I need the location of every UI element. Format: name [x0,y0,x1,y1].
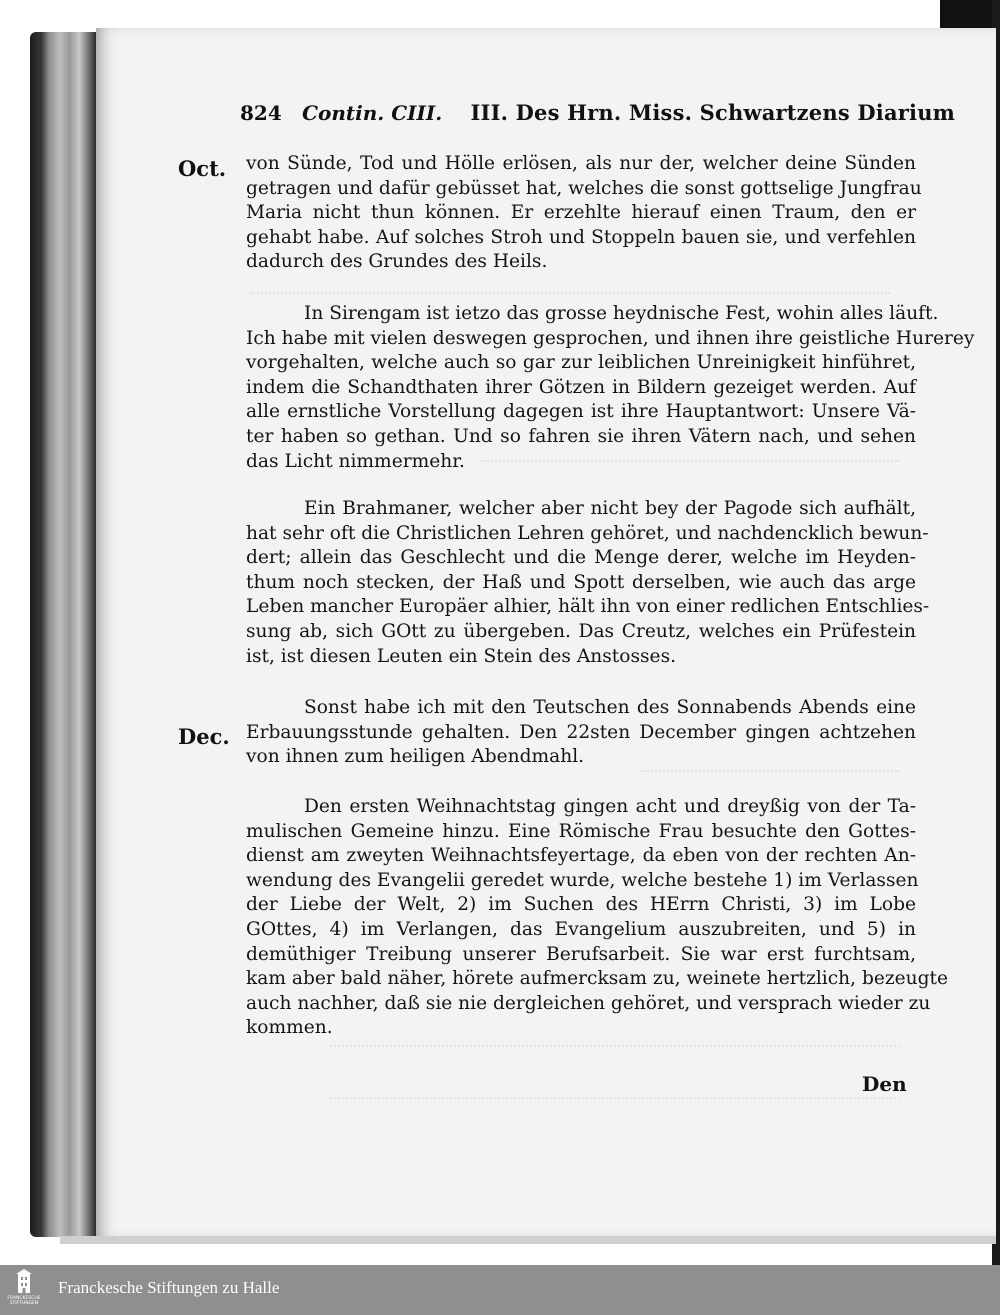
text-line: sung ab, sich GOtt zu übergeben. Das Creutz, welches ein Prüfestein [246,620,916,642]
text-line: Sonst habe ich mit den Teutschen des Sonnabends Abends eine [304,697,916,718]
text-line: mulischen Gemeine hinzu. Eine Römische Frau besuchte den Gottes- [246,820,916,842]
text-line: dienst am zweyten Weihnachtsfeyertage, da eben von der rechten An- [246,845,916,867]
page-number: 824 [240,101,282,125]
logo-caption: FRANCKESCHE STIFTUNGEN [7,1296,41,1306]
text-line: wendung des Evangelii geredet wurde, welche bestehe 1) im Verlassen [246,869,919,891]
building-icon [4,1269,44,1297]
text-line: dert; allein das Geschlecht und die Menge derer, welche im Heyden- [246,547,916,569]
institution-name: Franckesche Stiftungen zu Halle [58,1278,280,1297]
text-line: Ich habe mit vielen deswegen gesprochen, und ihnen ihre geistliche Hurerey [246,327,975,349]
text-line: demüthiger Treibung unserer Berufsarbeit. Sie war erst furchtsam, [246,943,916,965]
catchword: Den [862,1072,907,1096]
text-line: getragen und dafür gebüsset hat, welches die sonst gottselige Jungfrau [246,177,922,199]
book-page-edges [30,32,96,1237]
footer-bar [0,1265,1000,1315]
text-line: der Liebe der Welt, 2) im Suchen des HErrn Christi, 3) im Lobe [246,894,916,916]
text-line: gehabt habe. Auf solches Stroh und Stoppeln bauen sie, und verfehlen [246,226,916,248]
text-line: auch nachher, daß sie nie dergleichen gehöret, und versprach wieder zu [246,992,931,1014]
text-line: Erbauungsstunde gehalten. Den 22sten December gingen achtzehen [246,721,916,743]
margin-note-month: Oct. [178,156,227,181]
text-line: ter haben so gethan. Und so fahren sie ihren Vätern nach, und sehen [246,425,916,447]
text-line: alle ernstliche Vorstellung dagegen ist ihre Hauptantwort: Unsere Vä- [246,401,916,423]
text-line: kam aber bald näher, hörete aufmercksam zu, weinete hertzlich, bezeugte [246,968,949,990]
paragraph [246,795,949,1041]
text-line: Leben mancher Europäer alhier, hält ihn von einer redlichen Entschlies- [246,596,930,618]
text-line: ist, ist diesen Leuten ein Stein des Anstosses. [246,645,677,667]
running-title: III. Des Hrn. Miss. Schwartzens Diarium [470,100,956,125]
institution-logo [4,1269,44,1313]
paragraph [246,497,930,669]
text-line: In Sirengam ist ietzo das grosse heydnische Fest, wohin alles läuft. [304,303,939,324]
text-line: Maria nicht thun können. Er erzehlte hierauf einen Traum, den er [246,202,916,224]
text-line: von ihnen zum heiligen Abendmahl. [246,746,585,768]
bleed-through-mark [250,292,890,302]
text-line: kommen. [246,1017,333,1039]
scan-border-top [940,0,1000,28]
text-line: das Licht nimmermehr. [246,450,465,472]
text-line: hat sehr oft die Christlichen Lehren gehöret, und nachdencklich bewun- [246,522,929,544]
continuation-label: Contin. CIII. [302,101,443,125]
text-line: Ein Brahmaner, welcher aber nicht bey der Pagode sich aufhält, [304,498,916,519]
book-page-bottom-edge [60,1236,996,1244]
paragraph [246,152,922,275]
text-line: dadurch des Grundes des Heils. [246,251,548,273]
text-line: von Sünde, Tod und Hölle erlösen, als nur der, welcher deine Sünden [246,153,916,174]
paragraph [246,696,916,770]
running-header [240,100,956,134]
margin-note-month: Dec. [178,724,230,749]
text-line: thum noch stecken, der Haß und Spott derselben, wie auch das arge [246,571,916,593]
text-line: indem die Schandthaten ihrer Götzen in Bildern gezeiget werden. Auf [246,376,916,398]
bleed-through-mark [640,770,900,780]
text-line: Den ersten Weihnachtstag gingen acht und dreyßig von der Ta- [304,796,916,817]
text-line: vorgehalten, welche auch so gar zur leiblichen Unreinigkeit hinführet, [246,352,916,374]
bleed-through-mark [330,1045,900,1099]
text-line: GOttes, 4) im Verlangen, das Evangelium auszubreiten, und 5) in [246,918,916,940]
paragraph [246,302,975,474]
